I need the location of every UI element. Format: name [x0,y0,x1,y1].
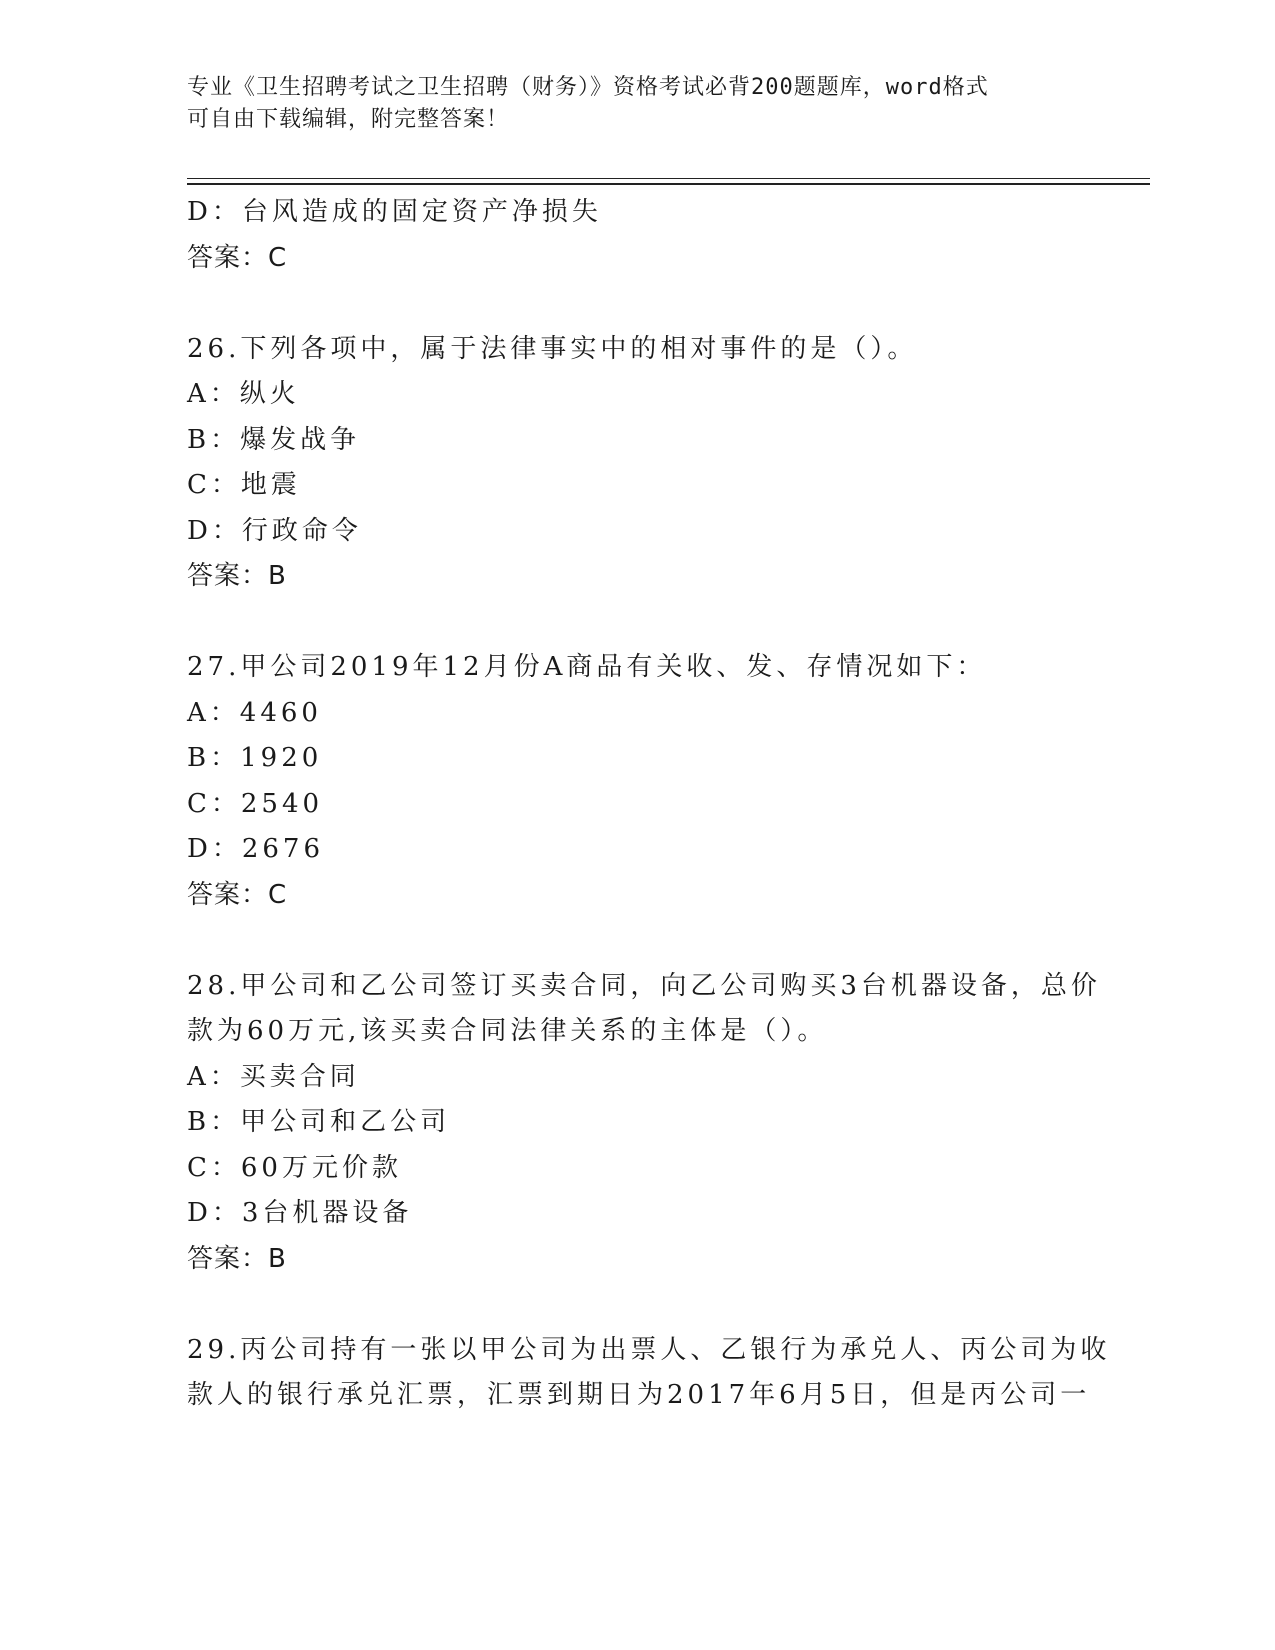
q26-option-a: A：纵火 [187,379,300,409]
header-divider-thick [187,183,1150,185]
q27-stem: 27.甲公司2019年12月份A商品有关收、发、存情况如下： [187,652,987,682]
q29-stem-line-1: 29.丙公司持有一张以甲公司为出票人、乙银行为承兑人、丙公司为收 [187,1334,1111,1365]
question-content [187,190,1111,1419]
q28-option-b: B：甲公司和乙公司 [187,1107,451,1137]
header-line-2: 可自由下载编辑，附完整答案！ [187,107,510,132]
q28-option-c: C：60万元价款 [187,1152,402,1183]
q26-stem: 26.下列各项中，属于法律事实中的相对事件的是（）。 [187,333,918,364]
q25-option-d: D：台风造成的固定资产净损失 [187,197,602,227]
q27-option-b: B：1920 [187,743,323,773]
document-header [187,72,1087,136]
q27-option-d: D：2676 [187,834,325,864]
q28-option-d: D：3台机器设备 [187,1198,413,1228]
q27-option-a: A：4460 [187,697,322,728]
q25-answer: 答案：C [187,242,288,273]
q28-answer: 答案：B [187,1243,287,1274]
q26-answer: 答案：B [187,561,287,591]
q28-option-a: A：买卖合同 [187,1061,360,1092]
q28-stem-line-1: 28.甲公司和乙公司签订买卖合同，向乙公司购买3台机器设备，总价 [187,970,1101,1001]
header-divider-thin [187,178,1150,179]
q28-stem-line-2: 款为60万元,该买卖合同法律关系的主体是（）。 [187,1016,828,1046]
q29-stem-line-2: 款人的银行承兑汇票，汇票到期日为2017年6月5日，但是丙公司一 [187,1380,1091,1410]
q27-option-c: C：2540 [187,788,324,819]
q27-answer: 答案：C [187,879,288,910]
q26-option-d: D：行政命令 [187,515,362,546]
header-line-1: 专业《卫生招聘考试之卫生招聘（财务）》资格考试必背200题题库，word格式 [187,75,989,100]
q26-option-b: B：爆发战争 [187,424,361,455]
q26-option-c: C：地震 [187,470,301,500]
